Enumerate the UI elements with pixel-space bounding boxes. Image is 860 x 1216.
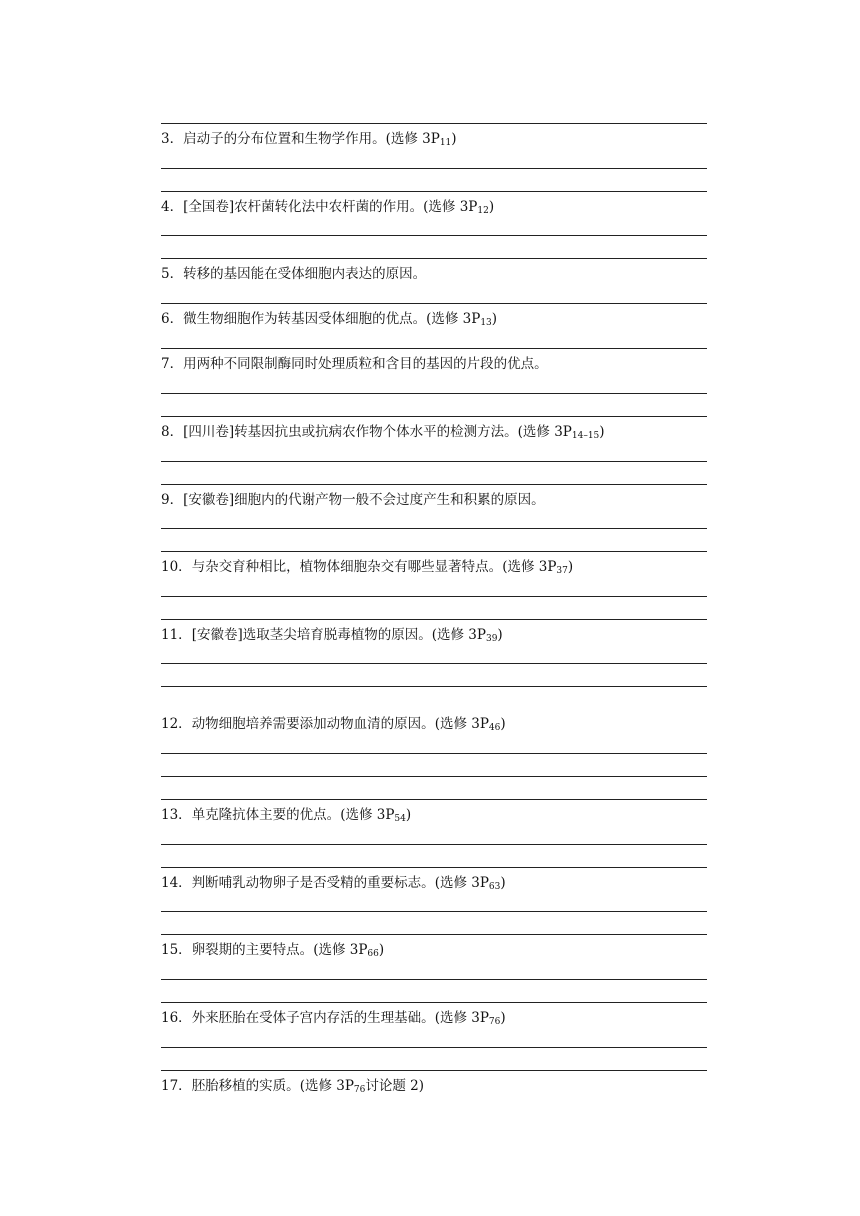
answer-line[interactable]: [161, 979, 707, 980]
textbook-ref-end: ): [378, 942, 385, 958]
textbook-ref: (选修 3P: [423, 199, 478, 215]
textbook-ref-end: ): [488, 199, 495, 215]
textbook-ref-end: ): [500, 716, 506, 732]
question-text: 胚胎移植的实质。: [191, 1078, 300, 1094]
question-4: [161, 198, 707, 220]
question-number: 6．: [161, 311, 184, 327]
question-13: [161, 806, 707, 828]
answer-line[interactable]: [161, 753, 707, 754]
answer-line[interactable]: [161, 1002, 707, 1003]
question-5: [161, 265, 707, 283]
question-number: 9．: [161, 492, 184, 508]
textbook-page: 54: [394, 814, 406, 824]
textbook-page: 66: [367, 949, 379, 959]
textbook-ref-end: ): [567, 559, 574, 575]
question-number: 15．: [161, 942, 192, 958]
textbook-ref: (选修 3P: [434, 875, 489, 891]
answer-line[interactable]: [161, 123, 707, 124]
textbook-ref: (选修 3P: [502, 559, 557, 575]
textbook-ref-end: ): [497, 627, 503, 643]
answer-line[interactable]: [161, 934, 707, 935]
textbook-ref-end: ): [599, 424, 605, 440]
question-10: [161, 558, 707, 580]
answer-line[interactable]: [161, 461, 707, 462]
textbook-ref: (选修 3P: [431, 627, 486, 643]
textbook-page: 13: [480, 318, 492, 328]
question-6: [161, 310, 707, 332]
question-number: 4．: [161, 199, 184, 215]
answer-line[interactable]: [161, 776, 707, 777]
question-number: 13．: [161, 807, 192, 823]
textbook-ref-end: ): [451, 131, 457, 147]
question-number: 7．: [161, 356, 184, 372]
textbook-ref-end: ): [500, 875, 506, 891]
question-3: [161, 130, 707, 152]
textbook-page: 14–15: [571, 431, 600, 441]
question-text: 动物细胞培养需要添加动物血清的原因。: [191, 716, 435, 732]
answer-line[interactable]: [161, 867, 707, 868]
question-text: 与杂交育种相比，植物体细胞杂交有哪些显著特点。: [191, 559, 503, 575]
textbook-page: 76: [353, 1085, 366, 1095]
textbook-ref: (选修 3P: [299, 1078, 354, 1094]
answer-line[interactable]: [161, 799, 707, 800]
answer-line[interactable]: [161, 1047, 707, 1048]
question-15: [161, 941, 707, 963]
answer-line[interactable]: [161, 416, 707, 417]
question-number: 5．: [161, 266, 184, 282]
answer-line[interactable]: [161, 528, 707, 529]
textbook-ref-end: 讨论题 2): [365, 1078, 425, 1094]
textbook-page: 37: [556, 566, 568, 576]
answer-line[interactable]: [161, 303, 707, 304]
textbook-page: 12: [477, 206, 489, 216]
answer-line[interactable]: [161, 619, 707, 620]
answer-line[interactable]: [161, 258, 707, 259]
answer-line[interactable]: [161, 393, 707, 394]
question-text: 微生物细胞作为转基因受体细胞的优点。: [183, 311, 427, 327]
answer-line[interactable]: [161, 663, 707, 664]
textbook-ref: (选修 3P: [385, 131, 440, 147]
question-14: [161, 874, 707, 896]
question-11: [161, 626, 707, 648]
question-number: 14．: [161, 875, 192, 891]
textbook-ref: (选修 3P: [340, 807, 395, 823]
textbook-ref-end: ): [405, 807, 412, 823]
answer-line[interactable]: [161, 191, 707, 192]
question-text: [安徽卷]细胞内的代谢产物一般不会过度产生和积累的原因。: [183, 492, 545, 508]
textbook-ref: (选修 3P: [313, 942, 368, 958]
textbook-page: 76: [488, 1017, 501, 1027]
question-text: 卵裂期的主要特点。: [191, 942, 314, 958]
textbook-ref-end: ): [500, 1010, 506, 1026]
question-text: [安徽卷]选取茎尖培育脱毒植物的原因。: [191, 627, 432, 643]
answer-line[interactable]: [161, 686, 707, 687]
question-text: [全国卷]农杆菌转化法中农杆菌的作用。: [183, 199, 424, 215]
textbook-page: 46: [488, 723, 501, 733]
answer-line[interactable]: [161, 348, 707, 349]
answer-line[interactable]: [161, 168, 707, 169]
answer-line[interactable]: [161, 1070, 707, 1071]
textbook-page: 63: [488, 882, 501, 892]
question-text: 用两种不同限制酶同时处理质粒和含目的基因的片段的优点。: [183, 356, 548, 372]
question-number: 16．: [161, 1010, 192, 1026]
question-number: 11．: [161, 627, 192, 643]
answer-line[interactable]: [161, 235, 707, 236]
question-text: 外来胚胎在受体子宫内存活的生理基础。: [191, 1010, 435, 1026]
question-9: [161, 491, 707, 509]
textbook-ref: (选修 3P: [434, 1010, 489, 1026]
answer-line[interactable]: [161, 551, 707, 552]
question-7: [161, 355, 707, 373]
question-number: 8．: [161, 424, 184, 440]
answer-line[interactable]: [161, 596, 707, 597]
answer-line[interactable]: [161, 911, 707, 912]
question-8: [161, 423, 707, 445]
question-text: 转移的基因能在受体细胞内表达的原因。: [183, 266, 427, 282]
question-text: [四川卷]转基因抗虫或抗病农作物个体水平的检测方法。: [183, 424, 518, 440]
question-number: 17．: [161, 1078, 192, 1094]
question-text: 启动子的分布位置和生物学作用。: [183, 131, 386, 147]
textbook-ref: (选修 3P: [426, 311, 481, 327]
question-number: 3．: [161, 131, 184, 147]
question-17: [161, 1077, 707, 1099]
textbook-page: 11: [439, 138, 452, 148]
question-16: [161, 1009, 707, 1031]
textbook-ref: (选修 3P: [517, 424, 572, 440]
question-number: 10．: [161, 559, 192, 575]
question-text: 单克隆抗体主要的优点。: [191, 807, 341, 823]
question-text: 判断哺乳动物卵子是否受精的重要标志。: [191, 875, 435, 891]
textbook-ref-end: ): [491, 311, 498, 327]
answer-line[interactable]: [161, 484, 707, 485]
answer-line[interactable]: [161, 844, 707, 845]
question-number: 12．: [161, 716, 192, 732]
textbook-ref: (选修 3P: [434, 716, 489, 732]
question-12: [161, 715, 707, 737]
textbook-page: 39: [485, 634, 498, 644]
